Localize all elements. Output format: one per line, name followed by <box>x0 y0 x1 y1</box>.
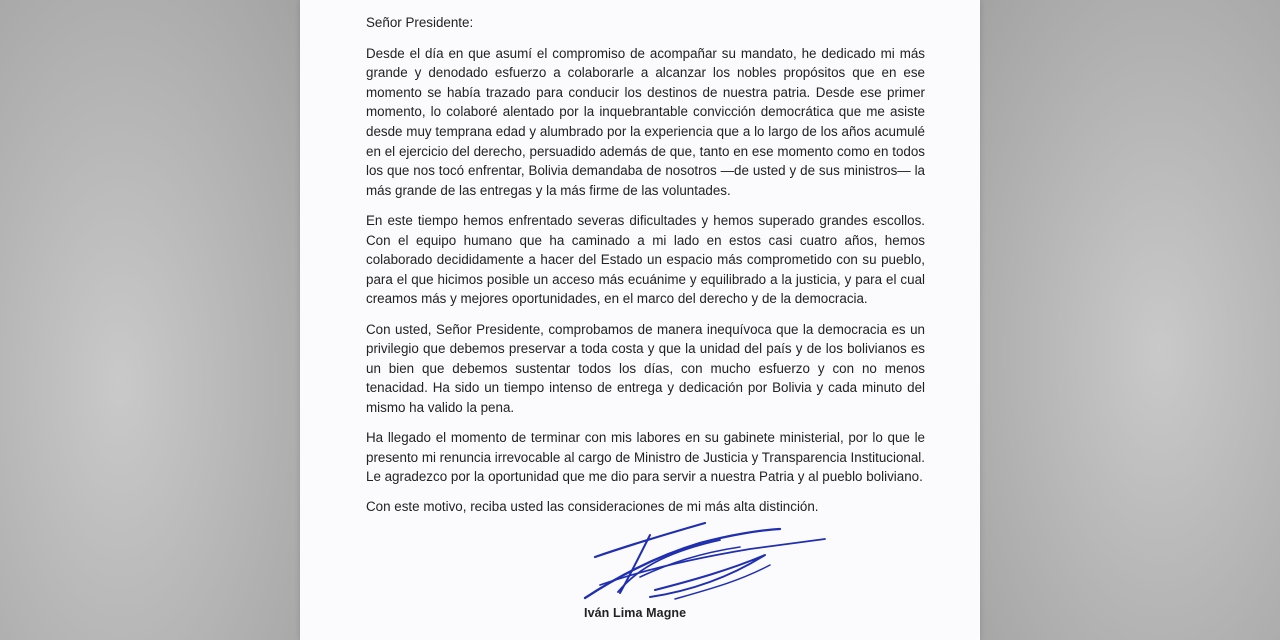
handwritten-signature <box>580 515 830 615</box>
background-left <box>0 0 300 640</box>
letter-closing: Con este motivo, reciba usted las consideraciones de mi más alta distinción. <box>366 499 819 515</box>
background-right <box>980 0 1280 640</box>
letter-body <box>366 13 925 517</box>
letter-paragraph-2: En este tiempo hemos enfrentado severas dificultades y hemos superado grandes escollos. Con el equipo humano que ha caminado a mi lado en estos casi cuatro años, hemos colaborado decididamente a hacer del Estado un espacio más comprometido con su pueblo, para el que hicimos posible un acceso más ecuánime y equilibrado a la justicia, y para el cual creamos más y mejores oportunidades, en el marco del derecho y de la democracia. <box>366 212 925 307</box>
letter-salutation: Señor Presidente: <box>366 15 474 30</box>
letter-paragraph-1: Desde el día en que asumí el compromiso de acompañar su mandato, he dedicado mi más grande y denodado esfuerzo a colaborarle a alcanzar los nobles propósitos que en ese momento se había trazado para conducir los destinos de nuestra patria. Desde ese primer momento, lo colaboré alentado por la inquebrantable convicción democrática que me asiste desde muy temprana edad y alumbrado por la experiencia que a lo largo de los años acumulé en el ejercicio del derecho, persuadido además de que, tanto en ese momento como en todos los que nos tocó enfrentar, Bolivia demandaba de nosotros —de usted y de sus ministros— la más grande de las entregas y la más firme de las voluntades. <box>366 45 925 198</box>
letter-paragraph-3: Con usted, Señor Presidente, comprobamos de manera inequívoca que la democracia es un privilegio que debemos preservar a toda costa y que la unidad del país y de los bolivianos es un bien que debemos sustentar todos los días, con mucho esfuerzo y con no menos tenacidad. Ha sido un tiempo intenso de entrega y dedicación por Bolivia y cada minuto del mismo ha valido la pena. <box>366 321 925 415</box>
signer-name: Iván Lima Magne <box>584 606 687 620</box>
letter-paragraph-4: Ha llegado el momento de terminar con mis labores en su gabinete ministerial, por lo que le presento mi renuncia irrevocable al cargo de Ministro de Justicia y Transparencia Institucional. Le agradezco por la oportunidad que me dio para servir a nuestra Patria y al pueblo boliviano. <box>366 430 925 485</box>
letter-page <box>300 0 980 640</box>
